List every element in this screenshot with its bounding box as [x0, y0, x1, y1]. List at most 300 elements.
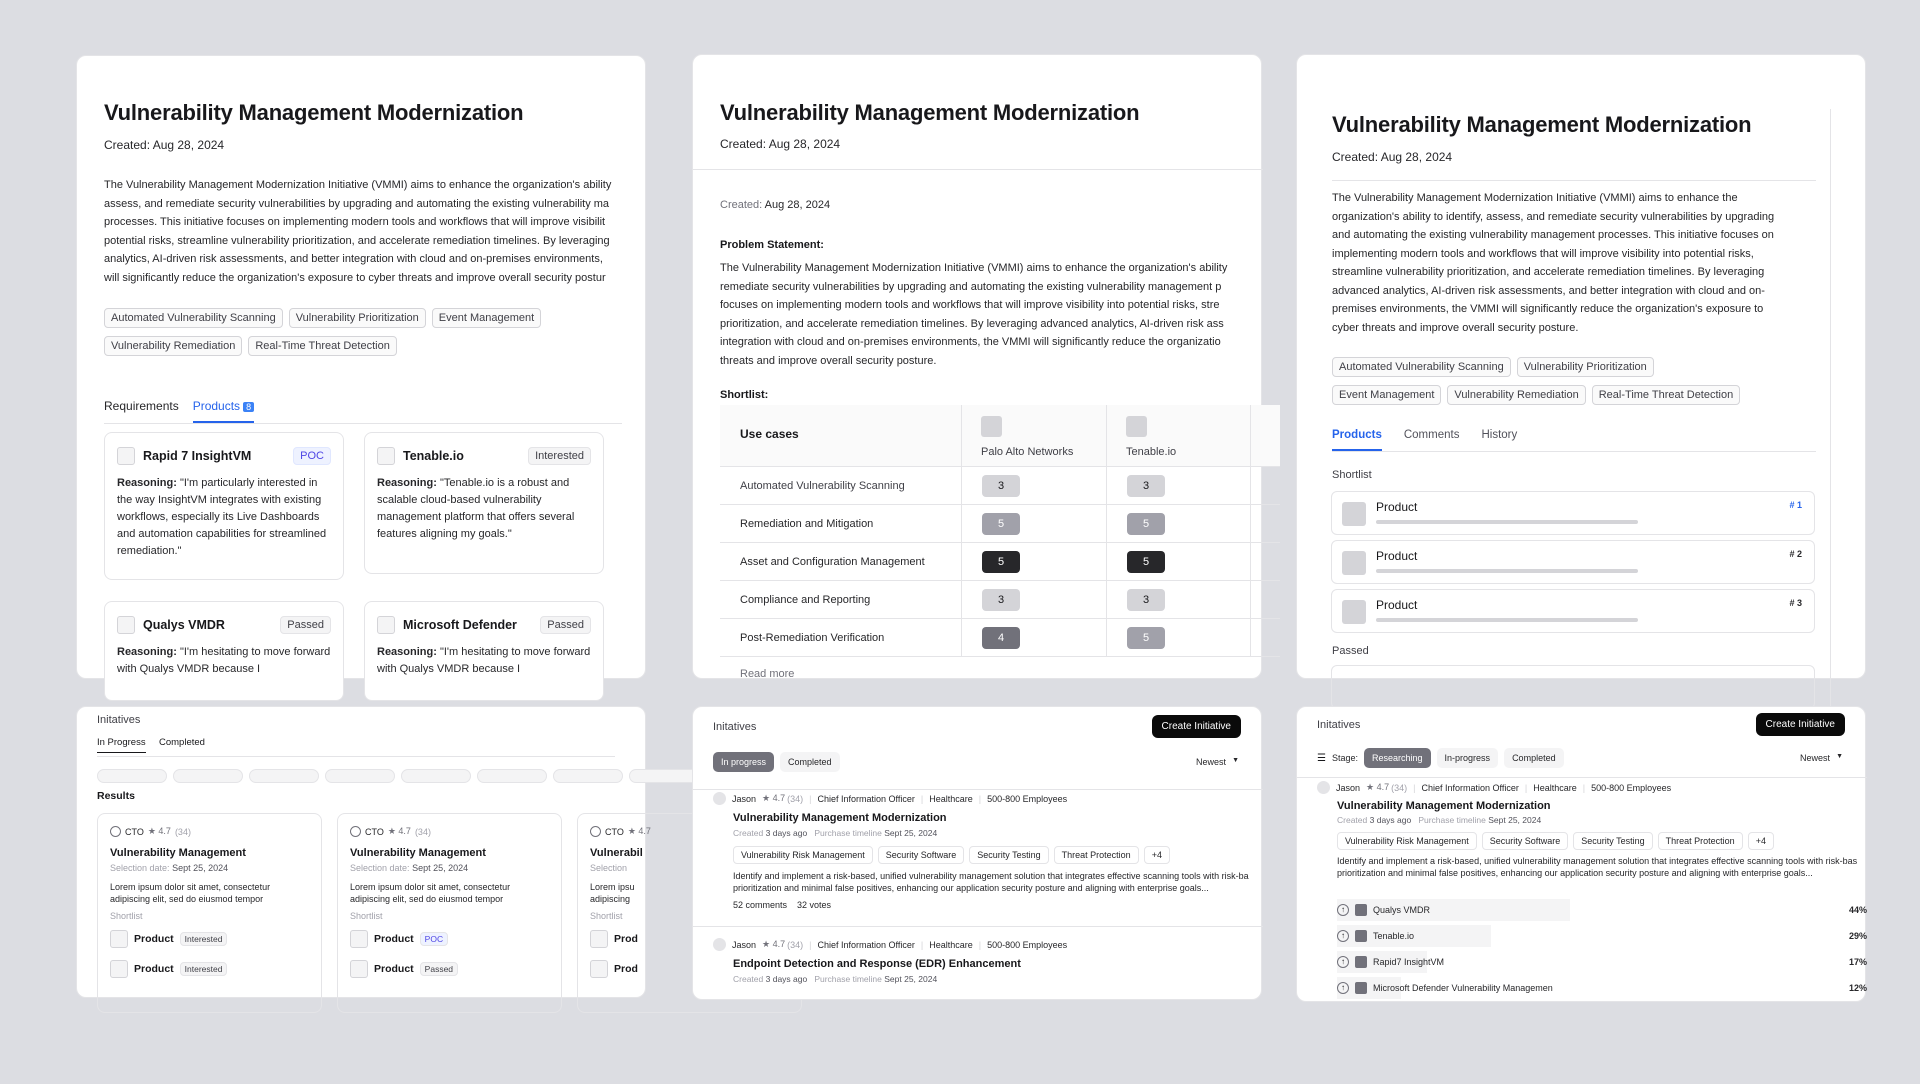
initiative-item[interactable]	[1317, 781, 1877, 879]
reasoning-body: "I'm hesitating to move forward with Qualys VMDR because I	[117, 646, 331, 675]
initiative-card[interactable]	[97, 813, 322, 1013]
rating: ★ 4.7	[762, 939, 786, 949]
reasoning-label: Reasoning:	[377, 646, 437, 658]
description-line: remediate security vulnerabilities by upgrading and automating the existing vulnerability management p	[720, 280, 1222, 293]
initiative-detail-panel-1	[76, 55, 646, 679]
product-name: Prod	[614, 933, 638, 945]
category-chip[interactable]: Vulnerability Risk Management	[1337, 832, 1477, 850]
initiative-card[interactable]	[337, 813, 562, 1013]
score-cell: 3	[982, 589, 1020, 611]
product-logo	[377, 447, 395, 465]
segment-completed[interactable]: Completed	[780, 752, 840, 772]
column-divider	[1106, 405, 1107, 467]
product-logo	[1355, 904, 1367, 916]
status-badge: Interested	[528, 447, 591, 465]
score-cell: 5	[1127, 551, 1165, 573]
filter-chip[interactable]	[629, 769, 699, 783]
product-name: Qualys VMDR	[143, 618, 225, 632]
product-name: Product	[1376, 549, 1418, 563]
results-label: Results	[97, 790, 135, 802]
description-line: threats and improve overall security posture.	[720, 354, 937, 367]
company-size: 500-800 Employees	[1591, 782, 1672, 793]
created-value: Aug 28, 2024	[764, 199, 831, 211]
upvote-icon[interactable]: ↑	[1337, 982, 1349, 994]
product-name: Microsoft Defender	[403, 618, 517, 632]
segment-completed[interactable]: Completed	[1504, 748, 1564, 768]
tag-list	[104, 308, 624, 364]
product-logo	[590, 930, 608, 948]
shortlist-label: Shortlist	[1332, 469, 1372, 481]
reasoning-text	[117, 644, 331, 678]
vote-row[interactable]	[1337, 899, 1867, 921]
stage-filter	[1317, 748, 1564, 768]
initiative-detail-panel-3	[1296, 54, 1866, 679]
shortlist-label: Shortlist	[110, 911, 143, 921]
description-line: cyber threats and improve overall security posture.	[1332, 321, 1579, 334]
score-cell: 3	[1127, 589, 1165, 611]
created-value: 3 days ago	[765, 828, 808, 838]
divider	[693, 169, 1263, 170]
rating-count: (34)	[787, 939, 804, 950]
industry: Healthcare	[929, 939, 973, 950]
divider	[1332, 180, 1816, 181]
created-label: Created	[733, 974, 764, 984]
tag[interactable]: Event Management	[1332, 385, 1441, 405]
author-name: Jason	[1336, 782, 1361, 793]
description-line: The Vulnerability Management Modernization Initiative (VMMI) aims to enhance the organization's ability	[720, 262, 1228, 274]
avatar	[1317, 781, 1330, 794]
timeline-label: Purchase timeline	[814, 828, 882, 838]
avatar	[590, 826, 601, 837]
category-chip[interactable]: Security Software	[1482, 832, 1569, 850]
filter-row	[97, 769, 699, 783]
selection-label: Selection	[590, 863, 628, 873]
filter-chip[interactable]	[477, 769, 547, 783]
tag[interactable]: Automated Vulnerability Scanning	[104, 308, 283, 328]
shortlist-label: Shortlist	[350, 911, 383, 921]
score-cell: 3	[982, 475, 1020, 497]
author-role: CTO	[605, 826, 624, 837]
category-chip[interactable]: Threat Protection	[1658, 832, 1743, 850]
vote-list	[1337, 899, 1867, 1003]
rating: ★ 4.7	[387, 826, 411, 836]
product-card[interactable]	[104, 432, 344, 580]
timeline-value: Sept 25, 2024	[884, 974, 938, 984]
reasoning-text	[377, 475, 591, 543]
product-name: Prod	[614, 963, 638, 975]
status-badge: POC	[420, 932, 448, 946]
filter-chip[interactable]	[97, 769, 167, 783]
progress-bar	[1376, 618, 1638, 622]
description-line: will significantly reduce the organization's exposure to cyber threats and improve overall security postur	[104, 271, 606, 284]
tab-products[interactable]	[193, 391, 254, 423]
initiatives-vote-panel	[1296, 706, 1866, 1002]
vendor-logo	[1126, 416, 1147, 437]
tab-bar	[1332, 421, 1816, 452]
page-title: Vulnerability Management Modernization	[720, 100, 1140, 125]
create-initiative-button[interactable]: Create Initiative	[1152, 715, 1241, 738]
description-line: prioritization, and accelerate remediation timelines. By leveraging advanced analytics, AI-driven risk ass	[720, 317, 1224, 330]
product-logo	[377, 616, 395, 634]
rating: ★ 4.7	[762, 793, 786, 803]
score-cell: 5	[1127, 513, 1165, 535]
vote-product-name: Rapid7 InsightVM	[1373, 957, 1445, 967]
vote-percent: 29%	[1848, 931, 1867, 941]
product-name: Product	[1376, 500, 1418, 514]
stage-label: Stage:	[1331, 753, 1358, 763]
product-card[interactable]	[104, 601, 344, 701]
product-name: Product	[374, 933, 414, 945]
product-logo	[590, 960, 608, 978]
tag[interactable]: Vulnerability Remediation	[1447, 385, 1585, 405]
product-logo	[1342, 600, 1366, 624]
product-logo	[1342, 502, 1366, 526]
category-chip[interactable]: Security Software	[878, 846, 965, 864]
description-line: processes. This initiative focuses on implementing modern tools and workflows that will improve visibilit	[104, 216, 606, 228]
selection-label: Selection date:	[350, 863, 410, 873]
use-case-name: Post-Remediation Verification	[740, 631, 885, 644]
sort-label: Newest	[1800, 753, 1831, 763]
initiative-title[interactable]: Vulnerability Management Modernization	[1337, 800, 1551, 812]
tab-bar	[104, 391, 622, 424]
divider	[693, 789, 1263, 790]
created-meta	[720, 199, 830, 211]
upvote-icon[interactable]: ↑	[1337, 930, 1349, 942]
desc-line: prioritization and minimal false positives, enhancing our application security posture and aligning with enterprise goals...	[1337, 868, 1813, 878]
avatar	[350, 826, 361, 837]
product-logo	[110, 960, 128, 978]
status-badge: Passed	[540, 616, 591, 634]
table-row	[720, 467, 1280, 505]
product-logo	[1355, 930, 1367, 942]
timeline-label: Purchase timeline	[1418, 815, 1486, 825]
product-logo	[1355, 982, 1367, 994]
product-logo	[350, 960, 368, 978]
comparison-table	[720, 467, 1280, 657]
author-role: CTO	[365, 826, 384, 837]
description-line: The Vulnerability Management Modernization Initiative (VMMI) aims to enhance the	[1332, 192, 1738, 204]
description-line: integration with cloud and on-premises environments, the VMMI will significantly reduce the organizatio	[720, 336, 1221, 348]
initiative-detail-panel-2	[692, 54, 1262, 679]
rating: ★ 4.7	[147, 826, 171, 836]
description	[104, 176, 611, 287]
description-line: organization's ability to identify, assess, and remediate security vulnerabilities by upgrading	[1332, 210, 1775, 223]
tab-comments[interactable]: Comments	[1403, 429, 1460, 441]
industry: Healthcare	[1533, 782, 1577, 793]
rating: ★ 4.7	[1366, 782, 1390, 792]
votes-count[interactable]: 32 votes	[797, 900, 832, 910]
selection-date: Sept 25, 2024	[412, 863, 469, 873]
author-role: Chief Information Officer	[1421, 782, 1519, 793]
product-logo	[110, 930, 128, 948]
category-chip[interactable]: Threat Protection	[1054, 846, 1139, 864]
desc-line: prioritization and minimal false positives, enhancing our application security posture and aligning with enterprise goals...	[733, 883, 1209, 893]
description-line: and automating the existing vulnerability management processes. This initiative focuses on	[1332, 229, 1774, 241]
status-badge: Interested	[180, 932, 228, 946]
created-value: 3 days ago	[1369, 815, 1412, 825]
shortlist-label: Shortlist:	[720, 389, 769, 401]
panel-header: Initatives	[97, 714, 141, 726]
product-logo	[1355, 956, 1367, 968]
rating-count: (34)	[787, 793, 804, 804]
author-row	[110, 826, 309, 837]
product-logo	[117, 447, 135, 465]
rating: ★ 4.7	[627, 826, 651, 836]
tag[interactable]: Vulnerability Prioritization	[289, 308, 426, 328]
use-case-name: Remediation and Mitigation	[740, 517, 874, 530]
tab-products-label: Products	[192, 399, 241, 413]
reasoning-text	[377, 644, 591, 678]
use-cases-header: Use cases	[740, 427, 799, 441]
tag[interactable]: Real-Time Threat Detection	[1592, 385, 1741, 405]
category-chip[interactable]: Vulnerability Risk Management	[733, 846, 873, 864]
initiative-title[interactable]: Endpoint Detection and Response (EDR) Enhancement	[733, 958, 1021, 970]
initiatives-grid-panel	[76, 706, 651, 998]
vote-percent: 12%	[1848, 983, 1867, 993]
tab-completed[interactable]: Completed	[159, 737, 205, 748]
initiative-desc: Lorem ipsum dolor sit amet, consectetur adipiscing elit, sed do eiusmod tempor	[110, 882, 271, 904]
vote-row[interactable]	[1337, 951, 1867, 973]
progress-bar	[1376, 569, 1638, 573]
description-line: assess, and remediate security vulnerabilities by upgrading and automating the existing vulnerability ma	[104, 197, 610, 210]
problem-statement-label: Problem Statement:	[720, 239, 824, 251]
product-name: Rapid 7 InsightVM	[143, 449, 252, 463]
shortlist-label: Shortlist	[590, 911, 623, 921]
filter-chip[interactable]	[325, 769, 395, 783]
status-badge: POC	[293, 447, 331, 465]
score-cell: 5	[1127, 627, 1165, 649]
vendor-logo	[981, 416, 1002, 437]
avatar	[713, 792, 726, 805]
table-row	[720, 619, 1280, 657]
use-case-name: Asset and Configuration Management	[740, 555, 925, 568]
tag-list	[1332, 357, 1832, 413]
filter-chip[interactable]	[249, 769, 319, 783]
segment-in-progress[interactable]: In-progress	[1437, 748, 1499, 768]
filter-chip[interactable]	[553, 769, 623, 783]
product-logo	[117, 616, 135, 634]
products-count-badge: 8	[243, 402, 254, 412]
selection-label: Selection date:	[110, 863, 170, 873]
author-role: Chief Information Officer	[817, 793, 915, 804]
reasoning-body: "I'm particularly interested in the way InsightVM integrates with existing workflows, especially its Live Dashboards and automation capabilities for streamlined remediation."	[117, 477, 327, 557]
rank-badge: # 3	[1789, 598, 1802, 608]
company-size: 500-800 Employees	[987, 939, 1068, 950]
problem-statement	[720, 259, 1227, 370]
score-cell: 5	[982, 513, 1020, 535]
vendor-name: Tenable.io	[1126, 446, 1177, 458]
sort-dropdown[interactable]	[1800, 753, 1843, 763]
product-card[interactable]	[364, 432, 604, 574]
industry: Healthcare	[929, 793, 973, 804]
description-line: focuses on implementing modern tools and workflows that will improve visibility into potential risks, stre	[720, 299, 1220, 311]
tab-history[interactable]: History	[1481, 429, 1518, 441]
divider	[1297, 777, 1867, 778]
use-case-name: Automated Vulnerability Scanning	[740, 479, 905, 492]
chip-list	[1337, 831, 1877, 850]
segment-researching[interactable]: Researching	[1364, 748, 1431, 768]
tab-products[interactable]: Products	[1332, 421, 1382, 451]
tag[interactable]: Event Management	[432, 308, 541, 328]
product-name: Product	[134, 933, 174, 945]
status-badge: Passed	[420, 962, 458, 976]
created-label: Created:	[720, 199, 763, 211]
rank-badge: # 1	[1789, 500, 1802, 510]
selection-date: Sept 25, 2024	[172, 863, 229, 873]
use-case-name: Compliance and Reporting	[740, 593, 871, 606]
desc-line: Identify and implement a risk-based, unified vulnerability management solution that integrates effective scanning tools with risk-ba	[733, 871, 1249, 881]
rank-badge: # 2	[1789, 549, 1802, 559]
created-value: 3 days ago	[765, 974, 808, 984]
company-size: 500-800 Employees	[987, 793, 1068, 804]
vendor-name: Palo Alto Networks	[981, 446, 1074, 458]
product-name: Product	[374, 963, 414, 975]
product-name: Product	[134, 963, 174, 975]
product-logo	[1342, 551, 1366, 575]
description-line: implementing modern tools and workflows that will improve visibility into potential risks,	[1332, 247, 1754, 260]
initiative-desc: Lorem ipsum dolor sit amet, consectetur adipiscing elit, sed do eiusmod tempor	[350, 882, 511, 904]
tab-requirements[interactable]: Requirements	[104, 399, 179, 413]
rating-count: (34)	[174, 826, 191, 837]
status-badge: Interested	[180, 962, 228, 976]
initiatives-list-panel	[692, 706, 1262, 1000]
sort-dropdown[interactable]	[1196, 757, 1239, 767]
created-date: Created: Aug 28, 2024	[1332, 150, 1453, 164]
reasoning-body: "Tenable.io is a robust and scalable cloud-based vulnerability management platform that offers several features aligning my goals."	[377, 477, 575, 540]
initiative-item[interactable]	[713, 792, 1273, 910]
author-role: CTO	[125, 826, 144, 837]
timeline-value: Sept 25, 2024	[1488, 815, 1542, 825]
created-label: Created	[1337, 815, 1368, 825]
tab-in-progress[interactable]: In Progress	[97, 737, 146, 753]
passed-item[interactable]	[1331, 665, 1815, 709]
upvote-icon[interactable]: ↑	[1337, 904, 1349, 916]
initiative-item[interactable]	[713, 938, 1273, 984]
more-chip[interactable]: +4	[1748, 832, 1774, 850]
initiative-title: Vulnerability Management	[110, 847, 246, 859]
reasoning-label: Reasoning:	[377, 477, 437, 489]
shortlist-item[interactable]	[1331, 589, 1815, 633]
chevron-down-icon: ▼	[1232, 757, 1239, 764]
create-initiative-button[interactable]: Create Initiative	[1756, 713, 1845, 736]
column-divider	[961, 405, 962, 467]
author-row: Jason ★ 4.7 (34) | Chief Information Officer | Healthcare | 500-800 Employees	[713, 938, 1273, 951]
score-cell: 4	[982, 627, 1020, 649]
reasoning-text	[117, 475, 331, 560]
author-name: Jason	[732, 939, 757, 950]
timeline-label: Purchase timeline	[814, 974, 882, 984]
author-row: Jason ★ 4.7 (34) | Chief Information Officer | Healthcare | 500-800 Employees	[1317, 781, 1877, 794]
filter-icon: ☰	[1317, 752, 1326, 764]
author-row	[350, 826, 549, 837]
avatar	[713, 938, 726, 951]
author-name: Jason	[732, 793, 757, 804]
description	[1332, 189, 1774, 337]
divider	[97, 756, 615, 757]
vote-row[interactable]	[1337, 977, 1867, 999]
product-name: Tenable.io	[403, 449, 464, 463]
product-card[interactable]	[364, 601, 604, 701]
comments-count[interactable]: 52 comments	[733, 900, 788, 910]
category-chip[interactable]: Security Testing	[1573, 832, 1652, 850]
score-cell: 3	[1127, 475, 1165, 497]
description-line: potential risks, streamline vulnerability prioritization, and accelerate remediation timelines. By leveraging	[104, 234, 610, 247]
comparison-header	[720, 405, 1280, 467]
column-divider	[1250, 405, 1251, 467]
timeline-value: Sept 25, 2024	[884, 828, 938, 838]
description-line: analytics, AI-driven risk assessments, and better integration with cloud and on-premises environments,	[104, 253, 603, 265]
status-badge: Passed	[280, 616, 331, 634]
tag[interactable]: Vulnerability Prioritization	[1517, 357, 1654, 377]
table-row	[720, 581, 1280, 619]
reasoning-label: Reasoning:	[117, 646, 177, 658]
created-date: Created: Aug 28, 2024	[104, 138, 225, 152]
filter-chip[interactable]	[401, 769, 471, 783]
description-line: advanced analytics, AI-driven risk assessments, and better integration with cloud and on-	[1332, 284, 1765, 297]
segment-in-progress[interactable]: In progress	[713, 752, 774, 772]
page-title: Vulnerability Management Modernization	[1332, 112, 1752, 137]
tag[interactable]: Vulnerability Remediation	[104, 336, 242, 356]
tag[interactable]: Real-Time Threat Detection	[248, 336, 397, 356]
vote-row[interactable]	[1337, 925, 1867, 947]
product-logo	[350, 930, 368, 948]
tag[interactable]: Automated Vulnerability Scanning	[1332, 357, 1511, 377]
vote-percent: 44%	[1848, 905, 1867, 915]
reasoning-label: Reasoning:	[117, 477, 177, 489]
rating-count: (34)	[414, 826, 431, 837]
vote-percent: 17%	[1848, 957, 1867, 967]
rating-count: (34)	[1391, 782, 1408, 793]
vote-product-name: Microsoft Defender Vulnerability Managemen	[1373, 983, 1553, 993]
passed-label: Passed	[1332, 645, 1369, 657]
vote-product-name: Qualys VMDR	[1373, 905, 1431, 915]
table-row	[720, 505, 1280, 543]
page-title: Vulnerability Management Modernization	[104, 100, 524, 125]
author-row: Jason ★ 4.7 (34) | Chief Information Officer | Healthcare | 500-800 Employees	[713, 792, 1273, 805]
vote-product-name: Tenable.io	[1373, 931, 1415, 941]
read-more-link[interactable]: Read more	[740, 668, 795, 680]
category-chip[interactable]: Security Testing	[969, 846, 1048, 864]
initiative-title: Vulnerability Management	[350, 847, 486, 859]
initiative-desc: Lorem ipsu adipiscing	[590, 882, 635, 904]
panel-header: Initatives	[713, 721, 757, 733]
initiative-desc	[1337, 855, 1877, 879]
initiative-title: Vulnerabil	[590, 847, 643, 859]
table-row	[720, 543, 1280, 581]
divider	[693, 926, 1263, 927]
product-name: Product	[1376, 598, 1418, 612]
avatar	[110, 826, 121, 837]
created-label: Created	[733, 828, 764, 838]
shortlist-item[interactable]	[1331, 540, 1815, 584]
filter-chip[interactable]	[173, 769, 243, 783]
description-line: The Vulnerability Management Modernization Initiative (VMMI) aims to enhance the organization's ability	[104, 179, 612, 191]
chip-list	[733, 845, 1273, 864]
chevron-down-icon: ▼	[1836, 753, 1843, 760]
status-segments	[713, 752, 840, 772]
initiative-title[interactable]: Vulnerability Management Modernization	[733, 812, 947, 824]
desc-line: Identify and implement a risk-based, unified vulnerability management solution that integrates effective scanning tools with risk-bas	[1337, 856, 1858, 866]
shortlist-item[interactable]	[1331, 491, 1815, 535]
sort-label: Newest	[1196, 757, 1227, 767]
upvote-icon[interactable]: ↑	[1337, 956, 1349, 968]
initiative-desc	[733, 870, 1273, 894]
progress-bar	[1376, 520, 1638, 524]
panel-header: Initatives	[1317, 719, 1361, 731]
reasoning-body: "I'm hesitating to move forward with Qualys VMDR because I	[377, 646, 591, 675]
more-chip[interactable]: +4	[1144, 846, 1170, 864]
created-date: Created: Aug 28, 2024	[720, 137, 841, 151]
